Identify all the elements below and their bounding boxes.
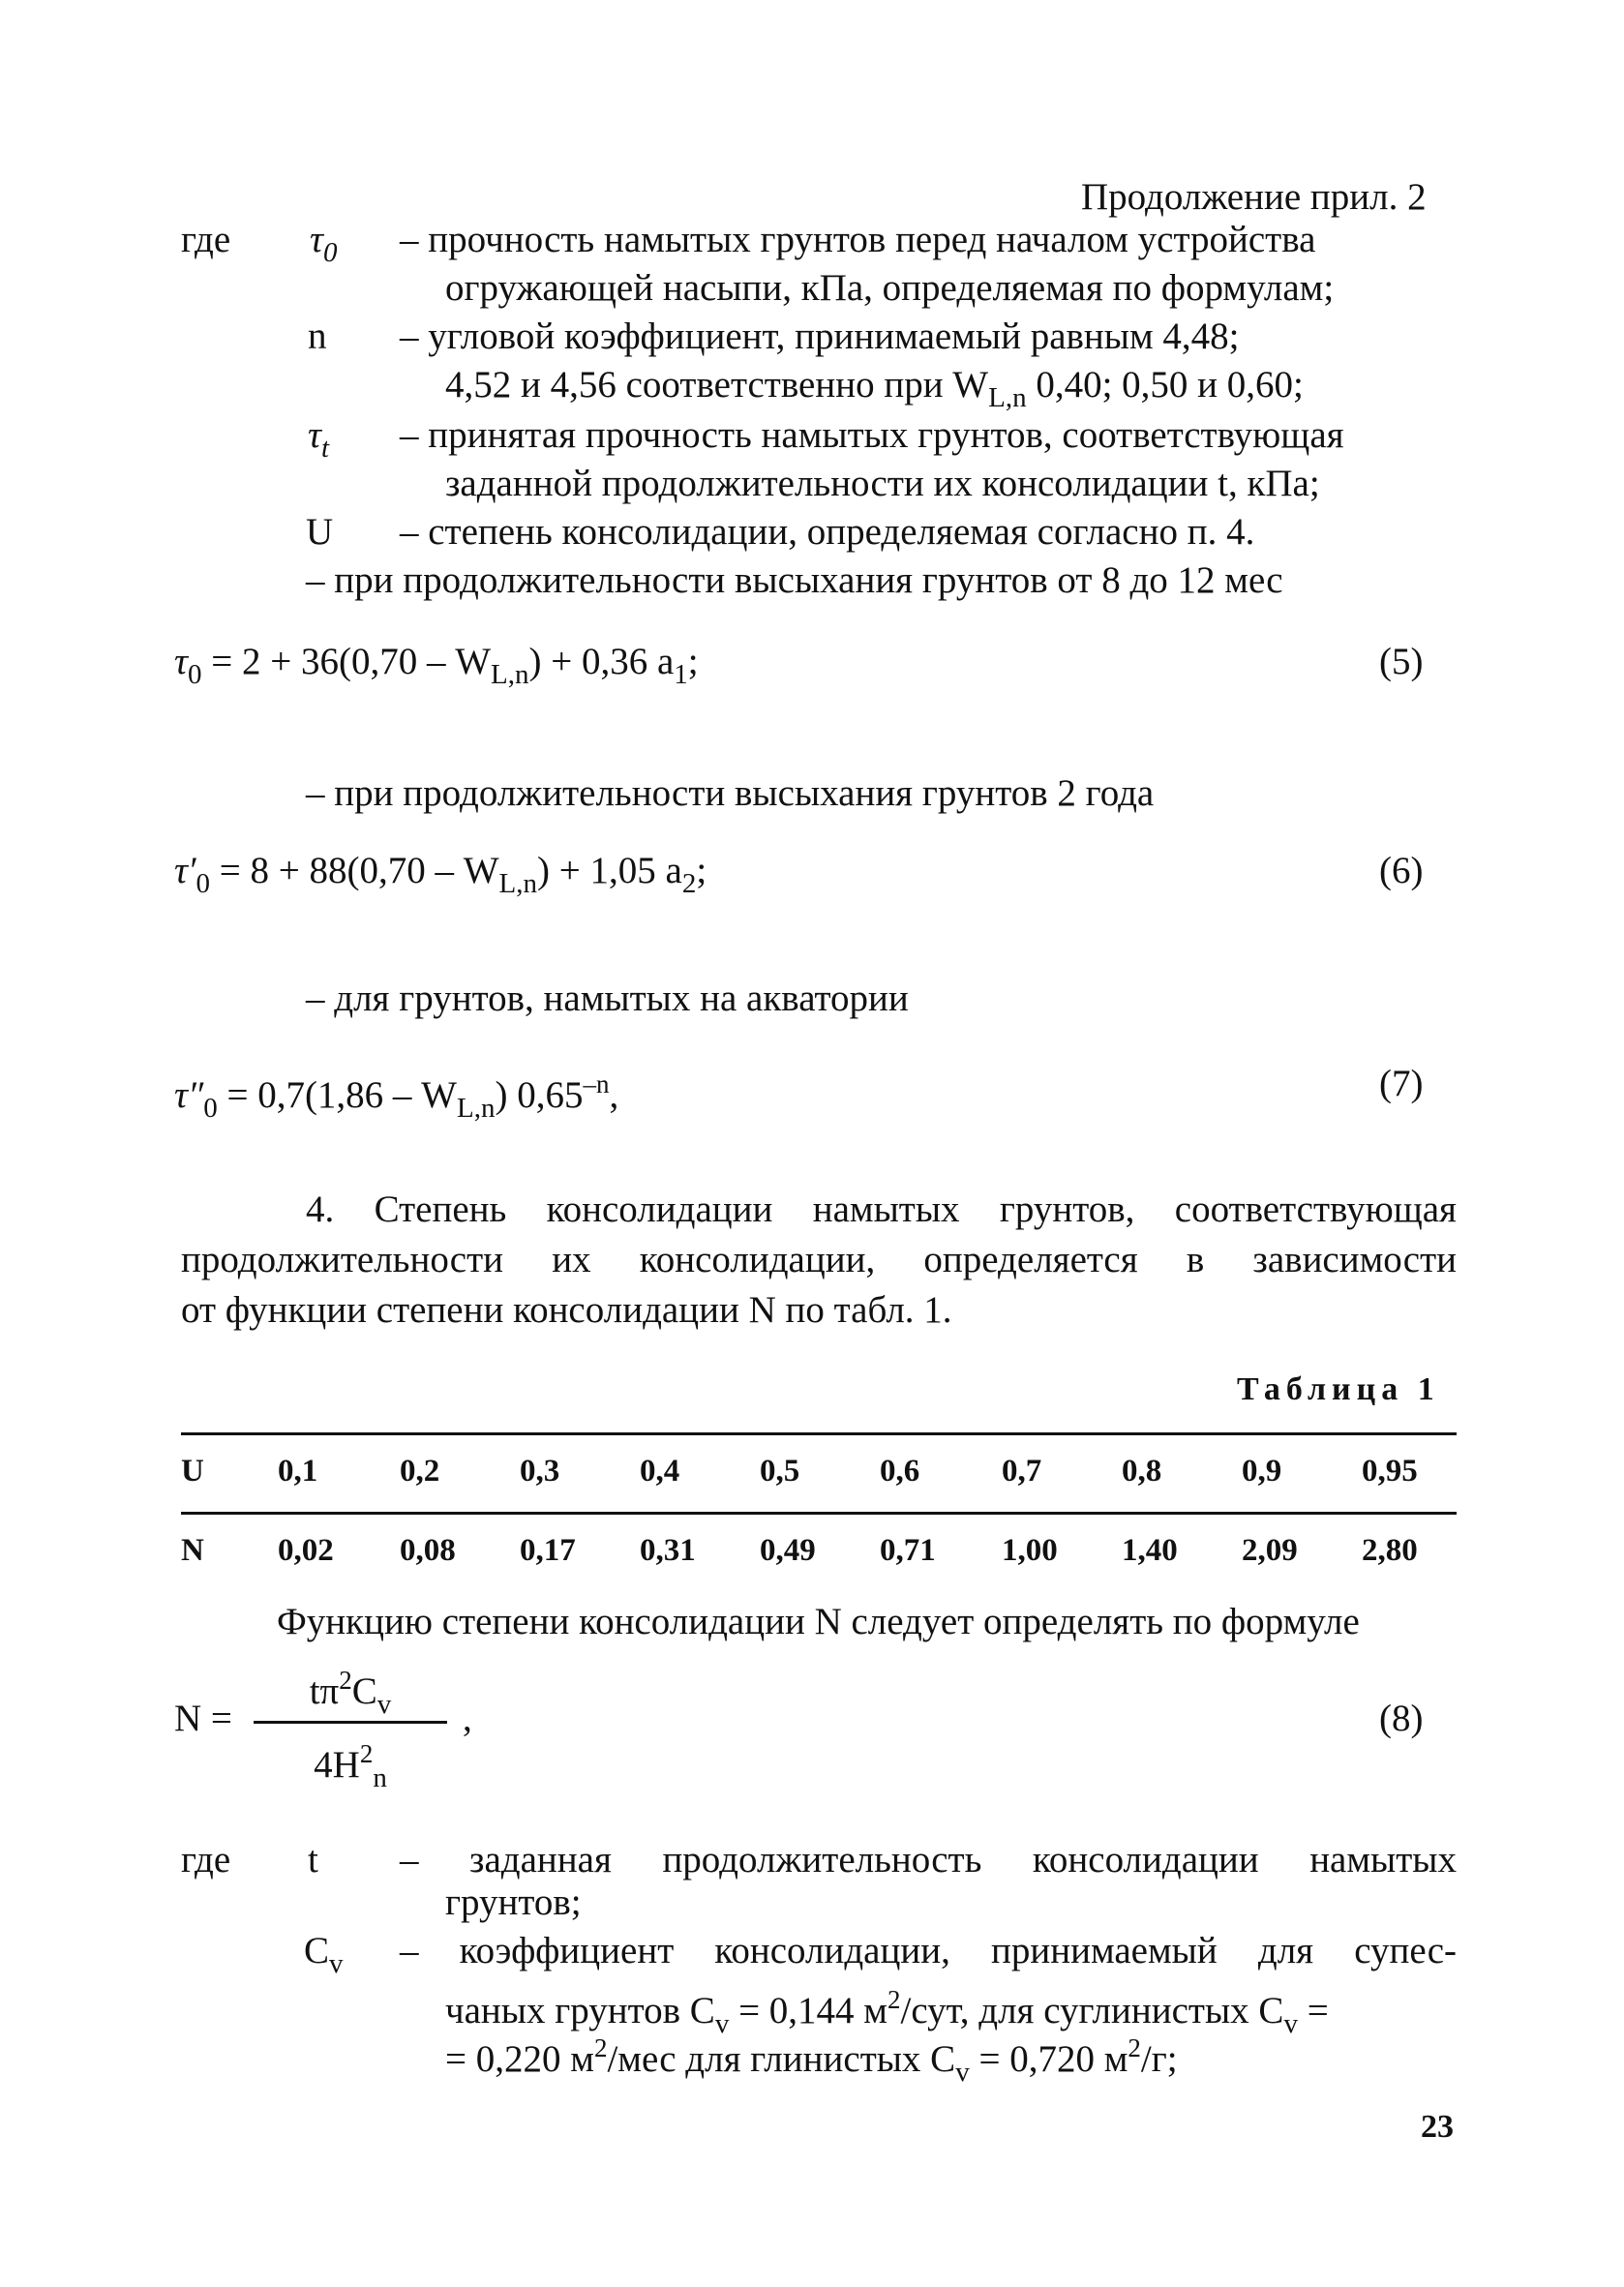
n-desc-line2: 4,52 и 4,56 соответственно при $W_{L,n}$ 0,40; 0,50 и 0,60; [445,364,1304,413]
n-desc-line1: – угловой коэффициент, принимаемый равным 4,48; [400,316,1240,357]
equation-8-number: (8) [1379,1698,1424,1739]
condition-8-12-months: – при продолжительности высыхания грунтов от 8 до 12 мес [306,559,1283,601]
table-cell: 0,17 [520,1533,576,1568]
table-cell: 0,31 [640,1533,696,1568]
condition-water-area: – для грунтов, намытых на акватории [306,978,909,1019]
taut-desc-line2: заданной продолжительности их консолидации t, кПа; [445,463,1320,504]
u-desc: – степень консолидации, определяемая согласно п. 4. [400,511,1255,553]
u-symbol: U [306,511,334,553]
t-symbol: t [308,1839,318,1881]
table-cell: 0,3 [520,1454,560,1489]
cv-desc-line3: = 0,220 $м^2$/мес для глинистых $C_v = 0,720$ $м^2/г$; [445,2033,1178,2088]
n-symbol: n [308,316,327,357]
table-row-u [181,1446,1457,1496]
function-sentence: Функцию степени консолидации N следует определять по формуле [277,1601,1360,1642]
continuation-note: Продолжение прил. 2 [1081,176,1427,218]
page-number: 23 [1421,2109,1454,2145]
table-top-rule [181,1432,1457,1435]
tau0-desc-line2: огружающей насыпи, кПа, определяемая по формулам; [445,267,1335,309]
taut-symbol: $\tau_t$ [308,414,330,464]
equation-6-number: (6) [1379,850,1424,891]
equation-8-denominator: $4H^2_n$ [314,1739,387,1793]
t-desc-line1: – заданная продолжительность консолидации намытых [400,1839,1457,1881]
taut-desc-line1: – принятая прочность намытых грунтов, соответствующая [400,414,1344,456]
table-cell: 0,4 [640,1454,680,1489]
equation-5-number: (5) [1379,641,1424,682]
table-cell: 0,2 [400,1454,440,1489]
table-cell: 0,95 [1362,1454,1418,1489]
equation-8-numerator: $t\pi^2C_v$ [309,1666,392,1720]
equation-8-fraction-bar [254,1721,447,1724]
tau0-symbol: $\tau_0$ [310,219,338,268]
where-label: где [181,219,231,260]
table-row-n [181,1525,1457,1576]
table-cell: 0,9 [1242,1454,1282,1489]
table-cell: 0,8 [1122,1454,1162,1489]
table-cell: 2,80 [1362,1533,1418,1568]
table-cell: 0,02 [278,1533,334,1568]
equation-7-number: (7) [1379,1063,1424,1104]
para4-line1: 4. Степень консолидации намытых грунтов, соответствующая [306,1189,1457,1230]
table-cell: 0,5 [760,1454,800,1489]
cv-symbol: $C_v$ [304,1930,344,1979]
table-caption: Таблица 1 [1237,1371,1440,1407]
para4-line2: продолжительности их консолидации, определяется в зависимости [181,1239,1457,1280]
equation-8-lhs: N = [174,1698,232,1739]
equation-8-comma: , [463,1698,472,1739]
table-cell: 0,7 [1002,1454,1042,1489]
t-desc-line2: грунтов; [445,1881,582,1923]
table-cell: 1,40 [1122,1533,1178,1568]
table-mid-rule [181,1512,1457,1515]
table-row-label: U [181,1454,204,1489]
equation-7: $\tau''_0 = 0,7(1,86 - W_{L,n})$ $0,65^{-n}$, [174,1069,619,1124]
table-cell: 0,1 [278,1454,318,1489]
table-cell: 0,08 [400,1533,456,1568]
condition-2-years: – при продолжительности высыхания грунтов 2 года [306,772,1155,814]
para4-line3: от функции степени консолидации N по табл. 1. [181,1289,952,1331]
equation-5: $\tau_0 = 2 + 36(0,70 - W_{L,n}) + 0,36$ $a_1$; [174,641,699,690]
equation-6: $\tau'_0 = 8 + 88(0,70 - W_{L,n}) + 1,05$ $a_2$; [174,850,707,899]
cv-desc-line2: чаных грунтов $C_v = 0,144$ $м^2$/сут, для суглинистых $C_v$ = [445,1985,1329,2039]
table-cell: 0,6 [880,1454,920,1489]
table-row-label: N [181,1533,204,1568]
cv-desc-line1: – коэффициент консолидации, принимаемый для супес- [400,1930,1457,1971]
tau0-desc-line1: – прочность намытых грунтов перед началом устройства [400,219,1316,260]
table-cell: 0,49 [760,1533,816,1568]
table-cell: 0,71 [880,1533,936,1568]
table-cell: 1,00 [1002,1533,1058,1568]
where-label-2: где [181,1839,231,1881]
table-cell: 2,09 [1242,1533,1298,1568]
